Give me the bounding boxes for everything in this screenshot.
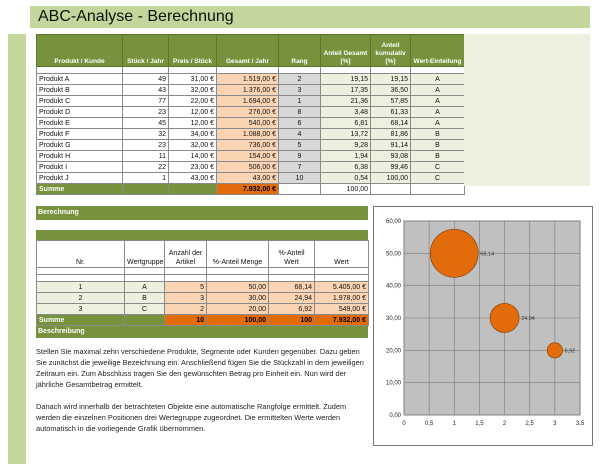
table1-side-panel [464,34,590,186]
table-row [37,173,465,184]
col-header-rang: Rang [279,35,321,67]
table-cell: C [125,304,165,315]
table-cell: 276,00 € [217,107,279,118]
table-cell: B [411,129,465,140]
table-cell[interactable]: Produkt F [37,129,123,140]
table-cell: 68,14 [371,118,411,129]
table-cell[interactable]: 77 [123,96,169,107]
table-cell: 7 [279,162,321,173]
table-cell[interactable]: 22,00 € [169,96,217,107]
description-paragraph-1: Stellen Sie maximal zehn verschiedene Produkte, Segmente oder Kunden gegenüber. Dazu geben Sie zunächst die jeweilige Bezeichnung ein. Anschließend fügen Sie die Stückzahl in dem jeweiligen Zeitraum ein. Zum Abschluss tragen Sie den gewünschten Betrag pro Einheit ein. Nun wird der jährliche Gesamtbetrag ermittelt. [36,347,364,389]
table-cell[interactable]: 32,00 € [169,85,217,96]
table-cell[interactable]: 23,00 € [169,162,217,173]
table-cell[interactable]: 22 [123,162,169,173]
y-tick-label: 10,00 [385,380,401,387]
description-paragraph-2: Danach wird innerhalb der betrachteten Objekte eine automatische Rangfolge ermittelt. Zudem werden die einzelnen Positionen drei Wertegruppe zugeordnet. Die ermittelten Werte werden automatisch in die vorliegende Grafik übernommen. [36,402,347,433]
table-cell: A [411,85,465,96]
bubble-point [547,343,562,358]
col-header-gesamt: Gesamt / Jahr [217,35,279,67]
table-cell[interactable]: Produkt H [37,151,123,162]
table-cell: 8 [279,107,321,118]
table-row [37,151,465,162]
bubble-point [490,303,519,332]
table-cell: 19,15 [371,74,411,85]
table-cell: 9 [279,151,321,162]
t2-sum-anteil-wert: 100 [269,315,315,326]
table-cell: 21,36 [321,96,371,107]
table-cell: B [411,140,465,151]
y-tick-label: 50,00 [385,251,401,258]
table-cell: 549,00 € [315,304,369,315]
col-header-preis: Preis / Stück [169,35,217,67]
table-cell: 3 [279,85,321,96]
col-header-stueck: Stück / Jahr [123,35,169,67]
x-tick-label: 1,5 [475,421,484,427]
table-cell: 57,85 [371,96,411,107]
sum-label: Summe [37,184,123,195]
table-cell: 20,00 [207,304,269,315]
table-cell[interactable]: Produkt C [37,96,123,107]
x-tick-label: 0,5 [424,421,434,427]
table-cell: 2 [37,293,125,304]
wertgruppe-table [36,240,369,326]
table-cell: B [125,293,165,304]
col-header-anteil-kumulativ: Anteil kumulativ [%] [371,35,411,67]
table-cell: 4 [279,129,321,140]
table-row [37,85,465,96]
left-decor-bar [8,34,26,464]
table-cell: A [411,74,465,85]
table-cell[interactable]: 43,00 € [169,173,217,184]
table-row [37,129,465,140]
y-tick-label: 60,00 [385,219,401,225]
t2-header-nr: Nr. [37,241,125,268]
sum-percent: 100,00 [321,184,371,195]
table-cell: 6,92 [269,304,315,315]
table-cell: 736,00 € [217,140,279,151]
table-cell: 81,86 [371,129,411,140]
table-cell: 3,48 [321,107,371,118]
table-cell: 2 [279,74,321,85]
t2-sum-group [125,315,165,326]
table-cell: 93,08 [371,151,411,162]
table-cell: 19,15 [321,74,371,85]
table-cell: 1 [37,282,125,293]
bubble-chart [374,207,592,445]
table-cell: 506,00 € [217,162,279,173]
table-cell: 1.694,00 € [217,96,279,107]
table-cell: 5.405,00 € [315,282,369,293]
table-cell: 99,46 [371,162,411,173]
table-cell: A [411,96,465,107]
t2-header-anteil-wert: %-Anteil Wert [269,241,315,268]
table-cell: C [411,173,465,184]
table-cell: 1.088,00 € [217,129,279,140]
table-cell: 5 [279,140,321,151]
bubble-label: 6,92 [564,348,576,355]
table-cell[interactable]: Produkt A [37,74,123,85]
table-row [37,140,465,151]
table-cell: 10 [279,173,321,184]
x-tick-label: 2,5 [525,421,534,427]
berechnung-subbar [36,230,368,240]
table-cell: 43,00 € [217,173,279,184]
t2-header-wert: Wert [315,241,369,268]
t2-header-anteil-menge: %-Anteil Menge [207,241,269,268]
table-cell: 91,14 [371,140,411,151]
page-title: ABC-Analyse - Berechnung [38,8,234,25]
table-cell: 1.376,00 € [217,85,279,96]
table-cell: A [411,107,465,118]
table-cell: 6 [279,118,321,129]
x-tick-label: 3 [553,421,557,427]
table-cell: A [411,118,465,129]
table-cell: 68,14 [269,282,315,293]
col-header-produkt: Produkt / Kunde [37,35,123,67]
table-cell: 0,54 [321,173,371,184]
table-cell: 2 [165,304,207,315]
table-row [37,118,465,129]
t2-sum-menge: 100,00 [207,315,269,326]
table-cell[interactable]: Produkt I [37,162,123,173]
table-row [37,304,369,315]
table-cell: 3 [165,293,207,304]
table-cell: 61,33 [371,107,411,118]
t2-header-anzahl: Anzahl der Artikel [165,241,207,268]
y-tick-label: 20,00 [385,348,401,355]
table-cell[interactable]: 32,00 € [169,140,217,151]
y-tick-label: 30,00 [385,316,401,322]
y-tick-label: 0,00 [389,413,401,419]
t2-header-wertgruppe: Wertgruppe [125,241,165,268]
table-cell[interactable]: Produkt E [37,118,123,129]
bubble-point [430,229,478,277]
table-cell[interactable]: Produkt J [37,173,123,184]
sum-total: 7.932,00 € [217,184,279,195]
table-row [37,74,465,85]
table-cell: 5 [165,282,207,293]
table-cell: 36,50 [371,85,411,96]
table-row [37,96,465,107]
t2-sum-count: 10 [165,315,207,326]
table-cell: 3 [37,304,125,315]
x-tick-label: 1 [452,421,456,427]
table-cell: 1,94 [321,151,371,162]
table-cell[interactable]: 43 [123,85,169,96]
table-cell: 154,00 € [217,151,279,162]
table-cell[interactable]: Produkt D [37,107,123,118]
table-cell: 6,38 [321,162,371,173]
y-tick-label: 40,00 [385,283,401,290]
table-row [37,293,369,304]
table-cell: 1.978,00 € [315,293,369,304]
table-cell[interactable]: 23 [123,107,169,118]
x-tick-label: 2 [502,421,507,427]
table-cell[interactable]: 34,00 € [169,129,217,140]
title-bar [30,6,590,28]
table-cell[interactable]: 11 [123,151,169,162]
beschreibung-bar: Beschreibung [36,326,368,338]
bubble-chart-frame [373,206,593,446]
table-cell: A [125,282,165,293]
table-cell: 100,00 [371,173,411,184]
table-cell[interactable]: 45 [123,118,169,129]
table-cell: 6,81 [321,118,371,129]
table-cell[interactable]: 14,00 € [169,151,217,162]
abc-product-table [36,34,465,195]
table-row [37,162,465,173]
table-cell: C [411,162,465,173]
t2-sum-wert: 7.932,00 € [315,315,369,326]
col-header-wert-einteilung: Wert-Einteilung [411,35,465,67]
table-cell: 13,72 [321,129,371,140]
table-cell[interactable]: 23 [123,140,169,151]
x-tick-label: 3,5 [575,421,585,427]
table-cell: 17,35 [321,85,371,96]
table-cell[interactable]: Produkt B [37,85,123,96]
table-cell[interactable]: 32 [123,129,169,140]
table-cell[interactable]: 1 [123,173,169,184]
table-row [37,107,465,118]
table-cell[interactable]: 31,00 € [169,74,217,85]
table-cell: 1.519,00 € [217,74,279,85]
table-cell[interactable]: 49 [123,74,169,85]
t2-sum-label: Summe [37,315,125,326]
berechnung-bar: Berechnung [36,206,368,220]
table-cell: 24,94 [269,293,315,304]
table-cell: 30,00 [207,293,269,304]
table-cell[interactable]: 12,00 € [169,118,217,129]
table-cell: 540,00 € [217,118,279,129]
table-cell: 9,28 [321,140,371,151]
bubble-label: 24,94 [521,316,535,322]
table-cell[interactable]: 12,00 € [169,107,217,118]
table-cell[interactable]: Produkt G [37,140,123,151]
table-cell: B [411,151,465,162]
table-cell: 1 [279,96,321,107]
table-row [37,282,369,293]
bubble-label: 68,14 [480,251,495,258]
x-tick-label: 0 [402,421,406,427]
col-header-anteil-gesamt: Anteil Gesamt [%] [321,35,371,67]
table-cell: 50,00 [207,282,269,293]
